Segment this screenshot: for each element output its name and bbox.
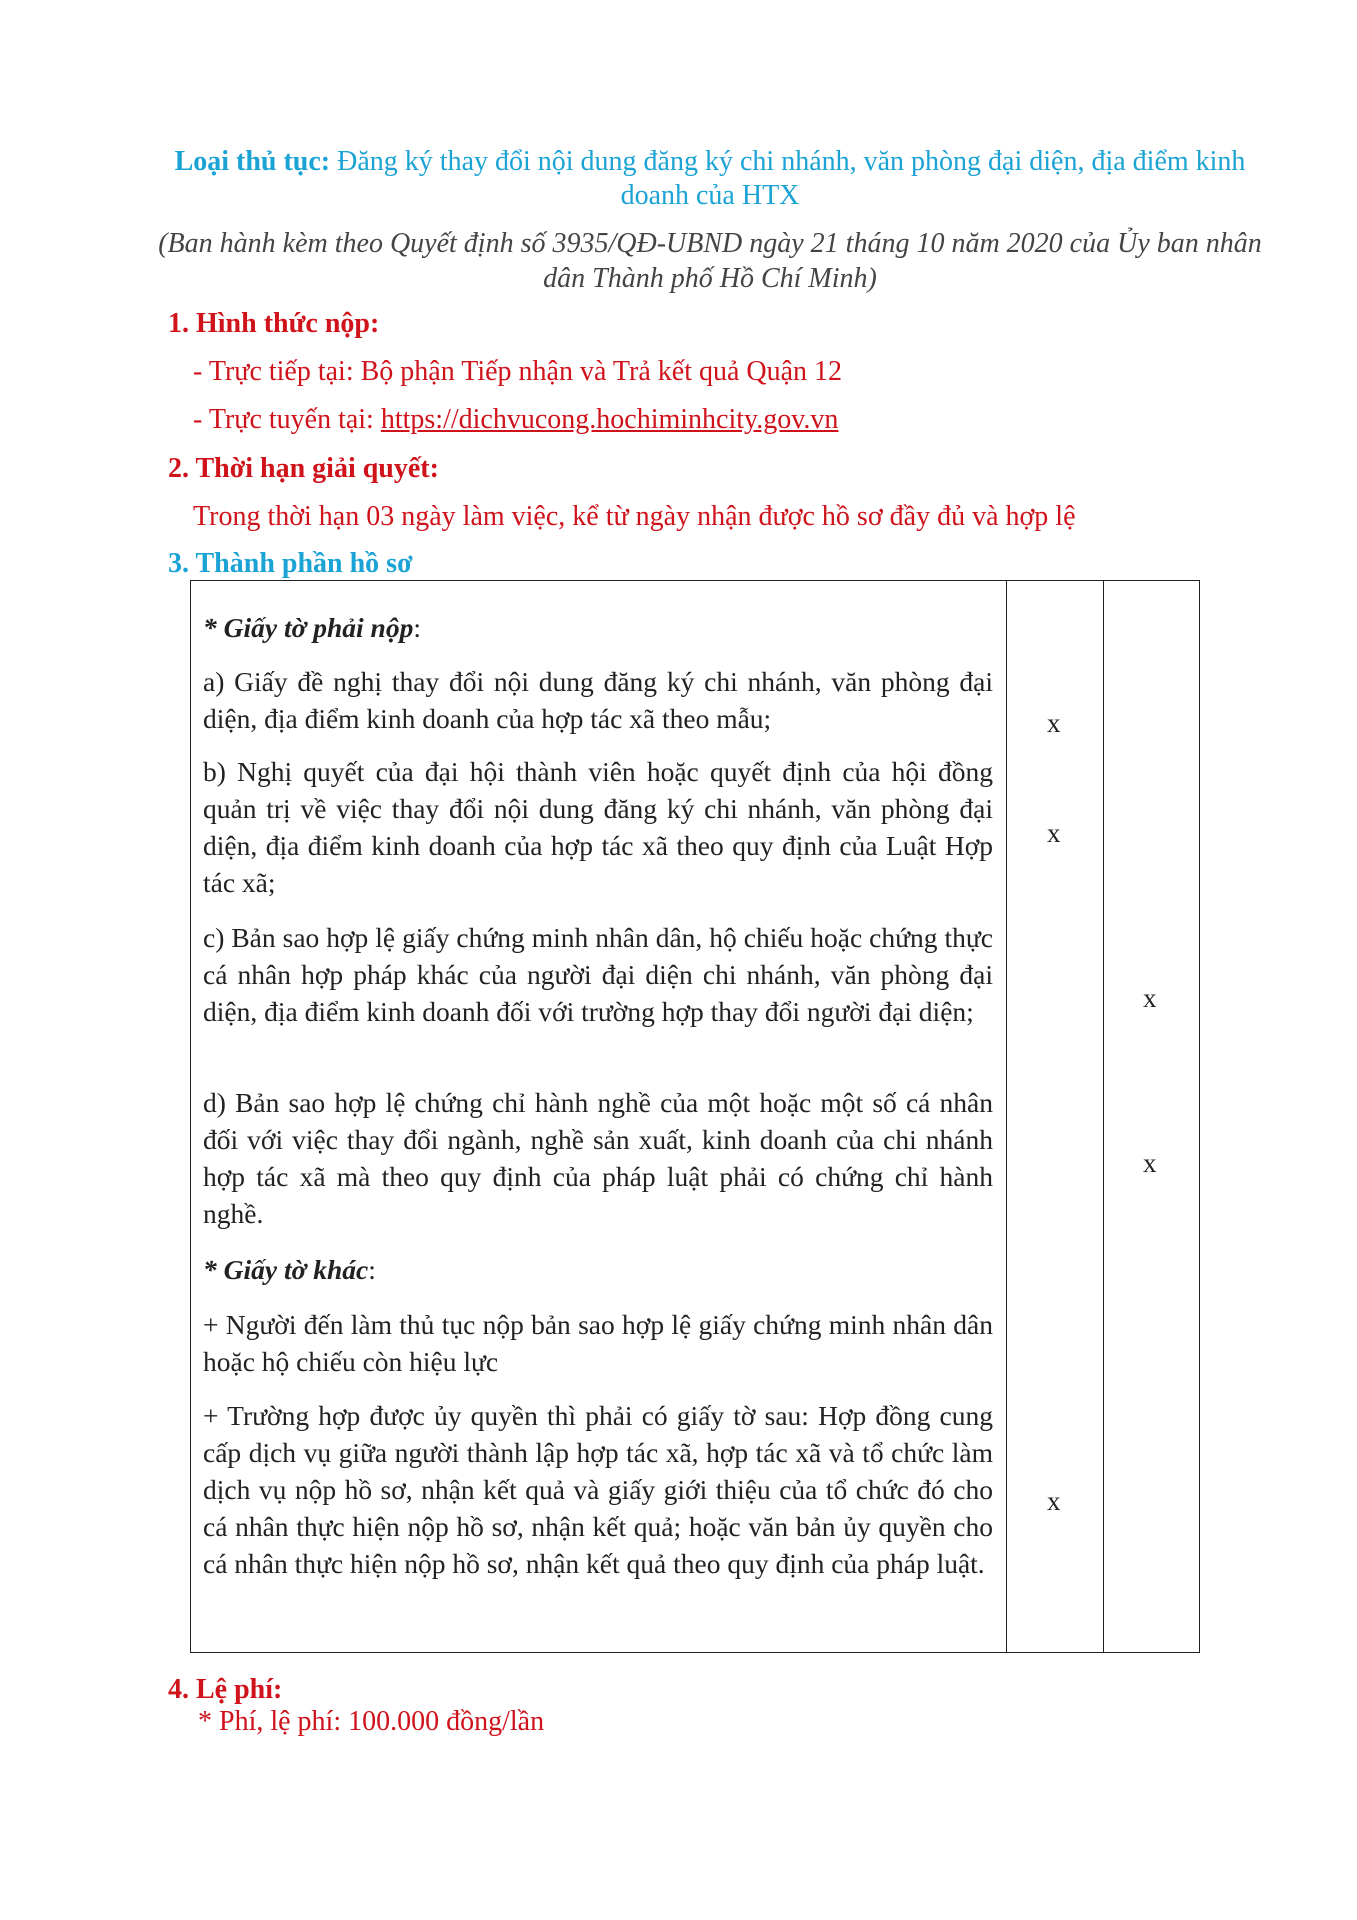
- mark-other-item-2: x: [1047, 1486, 1061, 1516]
- mark-item-d: x: [1143, 1148, 1157, 1178]
- column-divider: [1006, 581, 1007, 1652]
- document-item-c: c) Bản sao hợp lệ giấy chứng minh nhân dân, hộ chiếu hoặc chứng thực cá nhân hợp pháp khác của người đại diện chi nhánh, văn phòng đại diện, địa điểm kinh doanh đối với trường hợp thay đổi người đại diện;: [203, 922, 993, 1027]
- submission-online: [193, 403, 838, 437]
- mark-item-b: x: [1047, 818, 1061, 848]
- section-documents-heading: 3. Thành phần hồ sơ: [168, 548, 413, 579]
- document-item-a: a) Giấy đề nghị thay đổi nội dung đăng ký chi nhánh, văn phòng đại diện, địa điểm kinh doanh của hợp tác xã theo mẫu;: [203, 666, 993, 734]
- documents-table: [190, 580, 1200, 1653]
- section-fee-heading: 4. Lệ phí:: [168, 1674, 283, 1705]
- deadline-text: Trong thời hạn 03 ngày làm việc, kể từ ngày nhận được hồ sơ đầy đủ và hợp lệ: [193, 501, 1076, 532]
- fee-text: * Phí, lệ phí: 100.000 đồng/lần: [198, 1706, 545, 1737]
- other-documents-heading: * Giấy tờ khác:: [203, 1254, 376, 1285]
- title-text: Đăng ký thay đổi nội dung đăng ký chi nhánh, văn phòng đại diện, địa điểm kinh doanh của HTX: [337, 146, 1246, 211]
- submission-direct: - Trực tiếp tại: Bộ phận Tiếp nhận và Trả kết quả Quận 12: [193, 356, 843, 387]
- other-document-item-2: + Trường hợp được ủy quyền thì phải có giấy tờ sau: Hợp đồng cung cấp dịch vụ giữa người thành lập hợp tác xã, hợp tác xã và tổ chức làm dịch vụ nộp hồ sơ, nhận kết quả và giấy giới thiệu của tổ chức đó cho cá nhân thực hiện nộp hồ sơ, nhận kết quả; hoặc văn bản ủy quyền cho cá nhân thực hiện nộp hồ sơ, nhận kết quả theo quy định của pháp luật.: [203, 1400, 993, 1579]
- submission-online-prefix: - Trực tuyến tại:: [193, 404, 381, 435]
- other-document-item-1: + Người đến làm thủ tục nộp bản sao hợp lệ giấy chứng minh nhân dân hoặc hộ chiếu còn hiệu lực: [203, 1309, 993, 1377]
- title-label: Loại thủ tục:: [174, 146, 331, 177]
- document-subtitle: (Ban hành kèm theo Quyết định số 3935/QĐ-UBND ngày 21 tháng 10 năm 2020 của Ủy ban nhân dân Thành phố Hồ Chí Minh): [158, 228, 1262, 294]
- column-divider: [1103, 581, 1104, 1652]
- section-submission-heading: 1. Hình thức nộp:: [168, 308, 380, 339]
- document-item-b: b) Nghị quyết của đại hội thành viên hoặc quyết định của hội đồng quản trị về việc thay đổi nội dung đăng ký chi nhánh, văn phòng đại diện, địa điểm kinh doanh của hợp tác xã theo quy định của Luật Hợp tác xã;: [203, 756, 993, 898]
- required-documents-heading: * Giấy tờ phải nộp:: [203, 612, 421, 643]
- mark-item-a: x: [1047, 708, 1061, 738]
- online-portal-link[interactable]: https://dichvucong.hochiminhcity.gov.vn: [380, 404, 839, 435]
- section-deadline-heading: 2. Thời hạn giải quyết:: [168, 453, 439, 484]
- document-item-d: d) Bản sao hợp lệ chứng chỉ hành nghề của một hoặc một số cá nhân đối với việc thay đổi ngành, nghề sản xuất, kinh doanh của chi nhánh hợp tác xã mà theo quy định của pháp luật phải có chứng chỉ hành nghề.: [203, 1087, 993, 1229]
- mark-item-c: x: [1143, 983, 1157, 1013]
- document-title: [150, 145, 1270, 213]
